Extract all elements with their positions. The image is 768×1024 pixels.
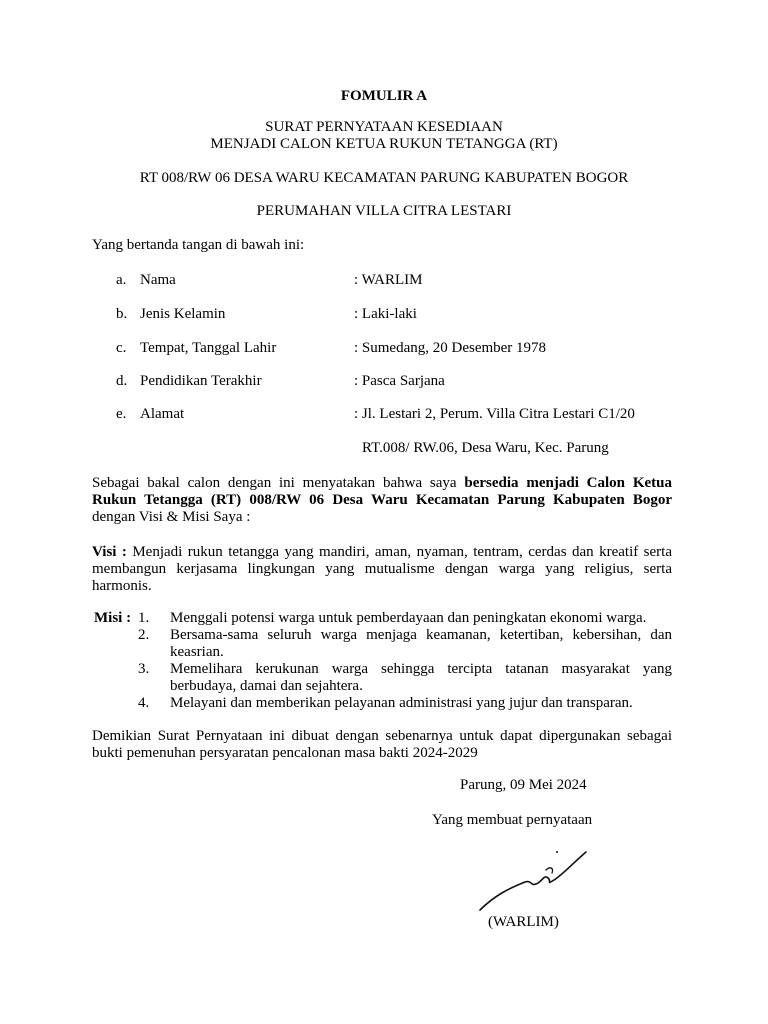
statement-bold: bersedia menjadi Calon Ketua Rukun Tetangga (RT) 008/RW 06 Desa Waru Kecamatan Parung Kabupaten Bogor [92, 475, 672, 508]
signature-image [470, 840, 600, 920]
subtitle-line-1: SURAT PERNYATAAN KESEDIAAN [265, 119, 503, 135]
misi-item [138, 627, 672, 661]
misi-number: 3. [138, 661, 150, 677]
visi-label: Visi : [92, 544, 127, 560]
location-line: RT 008/RW 06 DESA WARU KECAMATAN PARUNG KABUPATEN BOGOR [139, 170, 629, 186]
misi-text: Memelihara kerukunan warga sehingga tercipta tatanan masyarakat yang berbudaya, damai dan sejahtera. [170, 661, 672, 694]
housing-line: PERUMAHAN VILLA CITRA LESTARI [256, 203, 512, 219]
field-letter: c. [116, 340, 127, 356]
statement-post: dengan Visi & Misi Saya : [92, 509, 251, 525]
field-value: : Pasca Sarjana [354, 373, 445, 389]
field-label: Jenis Kelamin [140, 306, 226, 322]
field-letter: e. [116, 406, 127, 422]
visi-paragraph [92, 544, 672, 595]
field-value: : Laki-laki [354, 306, 417, 322]
field-letter: a. [116, 272, 127, 288]
misi-item [138, 610, 672, 627]
misi-label: Misi : [94, 610, 132, 626]
field-value: : Jl. Lestari 2, Perum. Villa Citra Lestari C1/20 [354, 406, 635, 422]
misi-item [138, 695, 672, 712]
field-value: : Sumedang, 20 Desember 1978 [354, 340, 547, 356]
misi-item [138, 661, 672, 695]
address-line-2: RT.008/ RW.06, Desa Waru, Kec. Parung [362, 440, 609, 456]
place-date: Parung, 09 Mei 2024 [460, 777, 587, 793]
misi-number: 2. [138, 627, 150, 643]
visi-text: Menjadi rukun tetangga yang mandiri, aman, nyaman, tentram, cerdas dan kreatif serta membangun kerjasama lingkungan yang mutualisme dengan warga yang religius, serta harmonis. [92, 544, 672, 594]
subtitle-line-2: MENJADI CALON KETUA RUKUN TETANGGA (RT) [210, 136, 558, 152]
misi-text: Bersama-sama seluruh warga menjaga keamanan, ketertiban, kebersihan, dan keasrian. [170, 627, 672, 660]
field-label: Nama [140, 272, 176, 288]
misi-list [138, 610, 672, 712]
misi-number: 1. [138, 610, 150, 626]
field-label: Pendidikan Terakhir [140, 373, 262, 389]
form-title: FOMULIR A [340, 88, 428, 104]
misi-number: 4. [138, 695, 150, 711]
statement-pre: Sebagai bakal calon dengan ini menyatakan bahwa saya [92, 475, 465, 491]
field-letter: b. [116, 306, 128, 322]
signer-caption: Yang membuat pernyataan [432, 812, 593, 828]
signer-name: (WARLIM) [488, 914, 559, 930]
misi-text: Melayani dan memberikan pelayanan administrasi yang jujur dan transparan. [170, 695, 633, 711]
field-letter: d. [116, 373, 128, 389]
closing-paragraph: Demikian Surat Pernyataan ini dibuat dengan sebenarnya untuk dapat dipergunakan sebagai bukti pemenuhan persyaratan pencalonan masa bakti 2024-2029 [92, 728, 672, 761]
field-label: Alamat [140, 406, 185, 422]
field-value: : WARLIM [354, 272, 423, 288]
intro-text: Yang bertanda tangan di bawah ini: [92, 237, 305, 253]
field-label: Tempat, Tanggal Lahir [140, 340, 277, 356]
misi-text: Menggali potensi warga untuk pemberdayaan dan peningkatan ekonomi warga. [170, 610, 647, 626]
statement-paragraph [92, 475, 672, 526]
